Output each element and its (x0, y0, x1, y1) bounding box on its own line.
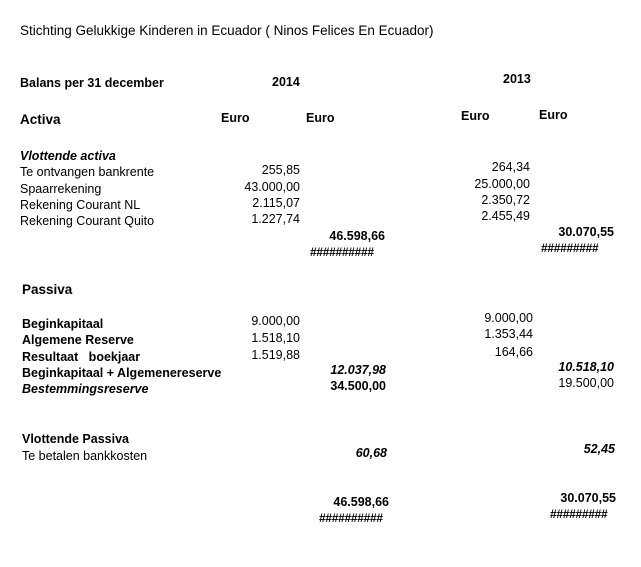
activa-overflow-2013: ######### (541, 241, 599, 255)
activa-row-2013: 2.455,49 (481, 209, 530, 223)
vlottende-activa-heading: Vlottende activa (20, 149, 116, 163)
activa-row-2014: 255,85 (261, 163, 300, 177)
currency-2014-col1: Euro (221, 111, 250, 125)
grand-total-2013: 30.070,55 (560, 491, 616, 505)
passiva-sum-2013: 10.518,10 (558, 360, 614, 374)
bankkosten-2013: 52,45 (583, 442, 615, 456)
currency-2014-col2: Euro (306, 111, 335, 125)
grand-total-2014: 46.598,66 (333, 495, 389, 509)
currency-2013-col2: Euro (539, 108, 568, 122)
activa-row-2013: 25.000,00 (474, 177, 530, 191)
passiva-row-2013: 9.000,00 (484, 311, 533, 325)
activa-row-2014: 2.115,07 (252, 196, 300, 210)
activa-row-2014: 43.000,00 (244, 180, 300, 194)
activa-heading: Activa (20, 112, 61, 127)
bankkosten-2014: 60,68 (355, 446, 387, 460)
bestemmingsreserve-2013: 19.500,00 (558, 376, 614, 390)
passiva-heading: Passiva (22, 282, 73, 297)
balance-label: Balans per 31 december (20, 76, 164, 90)
document-title: Stichting Gelukkige Kinderen in Ecuador ( Ninos Felices En Ecuador) (20, 23, 434, 38)
activa-total-2014: 46.598,66 (329, 229, 385, 243)
passiva-row-2013: 164,66 (494, 345, 533, 359)
grand-overflow-2013: ######### (550, 507, 608, 521)
activa-overflow-2014: ########## (310, 245, 374, 259)
currency-2013-col1: Euro (461, 109, 490, 123)
bankkosten-label: Te betalen bankkosten (22, 449, 148, 463)
activa-total-2013: 30.070,55 (558, 225, 614, 239)
activa-row-2014: 1.227,74 (251, 212, 300, 226)
activa-row-2013: 264,34 (491, 160, 530, 174)
activa-row-label: Rekening Courant NL (20, 198, 141, 212)
year-2013-header: 2013 (503, 72, 531, 86)
passiva-row-2013: 1.353,44 (484, 327, 533, 341)
passiva-row-2014: 9.000,00 (251, 314, 300, 328)
vlottende-passiva-heading: Vlottende Passiva (22, 432, 129, 446)
passiva-row-label: Resultaat boekjaar (22, 350, 141, 364)
bestemmingsreserve-label: Bestemmingsreserve (22, 382, 149, 396)
grand-overflow-2014: ########## (319, 511, 383, 525)
bestemmingsreserve-2014: 34.500,00 (330, 379, 386, 393)
passiva-row-2014: 1.519,88 (251, 348, 300, 362)
activa-row-2013: 2.350,72 (481, 193, 530, 207)
passiva-row-label: Beginkapitaal (22, 317, 104, 331)
passiva-row-2014: 1.518,10 (251, 331, 300, 345)
passiva-sum-label: Beginkapitaal + Algemenereserve (22, 366, 222, 380)
passiva-row-label: Algemene Reserve (22, 333, 134, 347)
activa-row-label: Te ontvangen bankrente (20, 165, 155, 179)
passiva-sum-2014: 12.037,98 (330, 363, 386, 377)
year-2014-header: 2014 (272, 75, 300, 89)
activa-row-label: Spaarrekening (20, 182, 102, 196)
activa-row-label: Rekening Courant Quito (20, 214, 155, 228)
